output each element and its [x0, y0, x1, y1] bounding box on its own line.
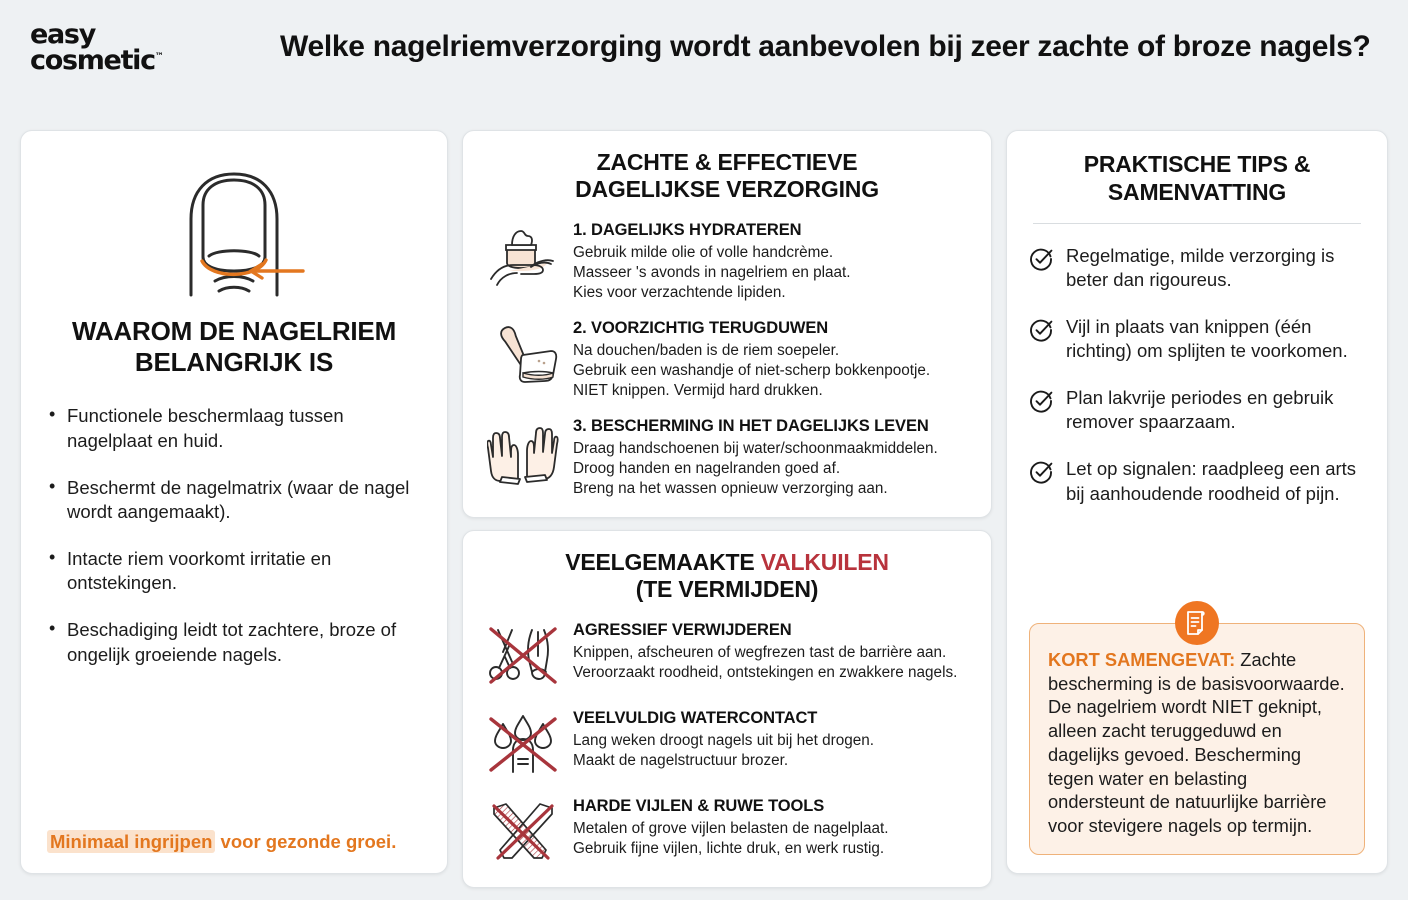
pitfalls-title: [485, 549, 969, 603]
check-circle-icon: [1029, 244, 1053, 276]
care-step-line: Na douchen/baden is de riem soepeler.: [573, 341, 840, 359]
pitfalls-title-highlight: VALKUILEN: [760, 549, 889, 576]
protective-gloves-icon: [485, 415, 561, 489]
pitfall-line: Knippen, afscheuren of wegfrezen tast de barrière aan.: [573, 643, 947, 661]
care-step-heading: 2. VOORZICHTIG TERUGDUWEN: [573, 318, 829, 337]
pitfall-line: Maakt de nagelstructuur brozer.: [573, 751, 789, 769]
tips-list: [1029, 244, 1365, 528]
crossed-out-water-soak-icon: [485, 707, 561, 781]
pitfall-item: [485, 707, 969, 781]
summary-section: [1029, 601, 1365, 855]
cuticle-pusher-and-sponge-icon: [485, 317, 561, 391]
list-item: [1029, 386, 1365, 434]
care-step-line: Masseer 's avonds in nagelriem en plaat.: [573, 263, 851, 281]
summary-lead: KORT SAMENGEVAT:: [1048, 648, 1236, 670]
tip-text: Vijl in plaats van knippen (één richting) om splijten te voorkomen.: [1066, 316, 1348, 362]
list-item: [1029, 244, 1365, 292]
hand-with-cream-jar-icon: [485, 219, 561, 293]
list-item: [1029, 315, 1365, 363]
daily-care-title: [485, 149, 969, 203]
tip-text: Regelmatige, milde verzorging is beter dan rigoureus.: [1066, 245, 1335, 291]
care-step-heading: 1. DAGELIJKS HYDRATEREN: [573, 220, 802, 239]
list-item: • Beschadiging leidt tot zachtere, broze of ongelijk groeiende nagels.: [47, 618, 421, 667]
brand-logo-line1: easy: [30, 19, 96, 50]
pitfall-line: Gebruik fijne vijlen, lichte druk, en werk rustig.: [573, 839, 885, 857]
pitfall-line: Metalen of grove vijlen belasten de nagelplaat.: [573, 819, 889, 837]
crossed-out-scissors-and-nipper-icon: [485, 619, 561, 693]
check-circle-icon: [1029, 457, 1053, 489]
trademark-symbol: ™: [154, 51, 164, 62]
pitfall-heading: AGRESSIEF VERWIJDEREN: [573, 620, 792, 639]
brand-logo: [30, 14, 280, 74]
care-step: [485, 219, 969, 303]
care-step: [485, 415, 969, 499]
tips-summary-card: [1006, 130, 1388, 874]
care-step-line: Droog handen en nagelranden goed af.: [573, 460, 841, 478]
list-item: [1029, 457, 1365, 505]
pitfalls-title-pre: VEELGEMAAKTE: [565, 549, 761, 576]
daily-care-card: [462, 130, 992, 518]
summary-text: Zachte bescherming is de basisvoorwaarde. De nagelriem wordt NIET geknipt, alleen zacht teruggeduwd en dagelijks gevoed. Bescherming tegen water en belasting ondersteunt de natuurlijke barrière voor stevigere nagels op termijn.: [1048, 648, 1345, 837]
page-title: Welke nagelriemverzorging wordt aanbevolen bij zeer zachte of broze nagels?: [280, 30, 1371, 63]
pitfalls-title-line2: (TE VERMIJDEN): [635, 576, 819, 602]
pitfall-line: Veroorzaakt roodheid, ontstekingen en zwakkere nagels.: [573, 663, 958, 681]
care-step-line: Gebruik een washandje of niet-scherp bokkenpootje.: [573, 361, 931, 379]
fingernail-with-cuticle-arrow-icon: [47, 163, 421, 298]
daily-care-title-line2: DAGELIJKSE VERZORGING: [575, 175, 879, 202]
why-cuticle-title: WAAROM DE NAGELRIEM BELANGRIJK IS: [71, 316, 397, 378]
brand-logo-line2: cosmetic: [30, 44, 155, 76]
pitfall-item: [485, 619, 969, 693]
summary-box: [1029, 623, 1365, 855]
care-step-line: Draag handschoenen bij water/schoonmaakmiddelen.: [573, 440, 938, 457]
pitfall-line: Lang weken droogt nagels uit bij het drogen.: [573, 731, 875, 749]
pitfall-heading: VEELVULDIG WATERCONTACT: [573, 708, 818, 727]
why-cuticle-bullet-list: [47, 404, 421, 689]
divider: [1033, 223, 1361, 224]
pitfall-heading: HARDE VIJLEN & RUWE TOOLS: [573, 796, 825, 815]
pitfalls-card: [462, 530, 992, 888]
why-cuticle-card: [20, 130, 448, 874]
care-step-line: NIET knippen. Vermijd hard drukken.: [573, 381, 823, 399]
crossed-out-coarse-files-icon: [485, 795, 561, 869]
check-circle-icon: [1029, 315, 1053, 347]
pitfall-item: [485, 795, 969, 869]
tip-text: Plan lakvrije periodes en gebruik remover spaarzaam.: [1066, 387, 1334, 433]
list-item: • Functionele beschermlaag tussen nagelplaat en huid.: [47, 404, 421, 453]
footnote-rest: voor gezonde groei.: [215, 831, 397, 852]
check-circle-icon: [1029, 386, 1053, 418]
list-item: • Intacte riem voorkomt irritatie en ontstekingen.: [47, 547, 421, 596]
care-step-heading: 3. BESCHERMING IN HET DAGELIJKS LEVEN: [573, 417, 929, 435]
tips-title-line1: PRAKTISCHE TIPS &: [1083, 151, 1311, 177]
tips-title: [1029, 151, 1365, 206]
tip-text: Let op signalen: raadpleeg een arts bij aanhoudende roodheid of pijn.: [1066, 458, 1357, 504]
list-item: • Beschermt de nagelmatrix (waar de nagel wordt aangemaakt).: [47, 476, 421, 525]
care-step: [485, 317, 969, 401]
daily-care-title-line1: ZACHTE & EFFECTIEVE: [596, 149, 858, 175]
why-cuticle-footnote: [47, 831, 421, 853]
content-columns: [0, 130, 1408, 874]
footnote-highlight: Minimaal ingrijpen: [47, 830, 215, 853]
tips-title-line2: SAMENVATTING: [1107, 178, 1287, 205]
page-header: [0, 0, 1408, 130]
care-step-line: Gebruik milde olie of volle handcrème.: [573, 243, 834, 261]
document-summary-icon: [1175, 601, 1219, 645]
care-step-line: Kies voor verzachtende lipiden.: [573, 283, 786, 301]
care-step-line: Breng na het wassen opnieuw verzorging aan.: [573, 480, 888, 498]
